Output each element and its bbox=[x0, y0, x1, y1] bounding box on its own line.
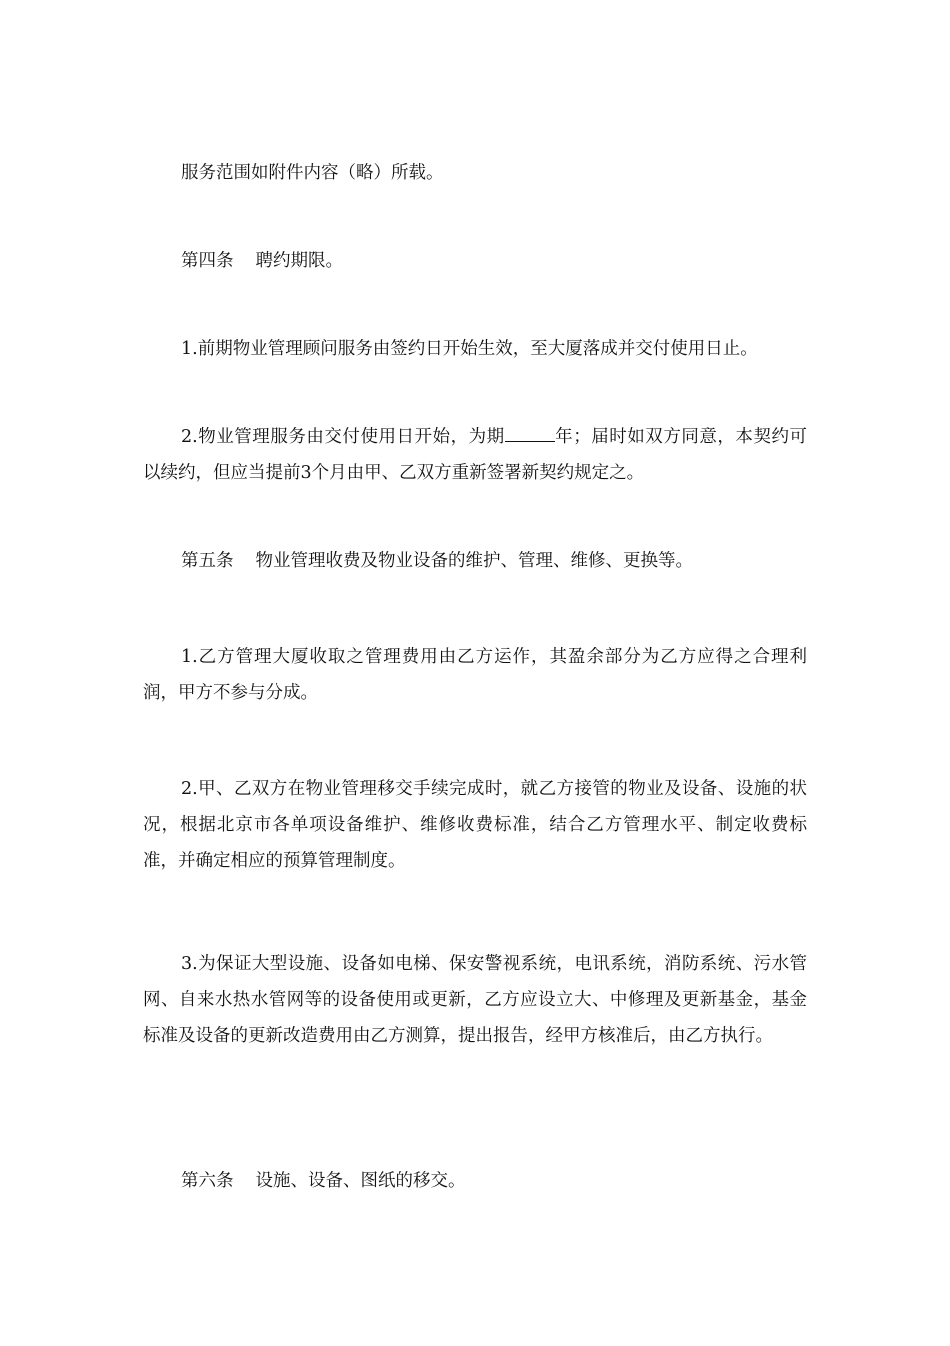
paragraph-text: 服务范围如附件内容（略）所载。 bbox=[181, 163, 444, 183]
paragraph-text-before-blank: 2.物业管理服务由交付使用日开始，为期 bbox=[181, 427, 505, 447]
article-title: 物业管理收费及物业设备的维护、管理、维修、更换等。 bbox=[255, 551, 693, 571]
fill-in-blank-years[interactable] bbox=[505, 425, 555, 442]
paragraph-4-1 bbox=[143, 331, 807, 367]
paragraph-text: 1.乙方管理大厦收取之管理费用由乙方运作，其盈余部分为乙方应得之合理利润，甲方不参与分成。 bbox=[143, 647, 807, 703]
paragraph-5-2 bbox=[143, 771, 807, 879]
article-number: 第六条 bbox=[181, 1171, 234, 1191]
article-title: 设施、设备、图纸的移交。 bbox=[255, 1171, 466, 1191]
paragraph-5-3 bbox=[143, 946, 807, 1054]
article-5-heading bbox=[143, 543, 807, 579]
paragraph-4-2 bbox=[143, 419, 807, 491]
article-title: 聘约期限。 bbox=[255, 251, 343, 271]
paragraph-text: 2.甲、乙双方在物业管理移交手续完成时，就乙方接管的物业及设备、设施的状况，根据北京市各单项设备维护、维修收费标准，结合乙方管理水平、制定收费标准，并确定相应的预算管理制度。 bbox=[143, 779, 807, 871]
article-number: 第四条 bbox=[181, 251, 234, 271]
paragraph-text: 3.为保证大型设施、设备如电梯、保安警视系统，电讯系统，消防系统、污水管网、自来水热水管网等的设备使用或更新，乙方应设立大、中修理及更新基金，基金标准及设备的更新改造费用由乙方测算，提出报告，经甲方核准后，由乙方执行。 bbox=[143, 954, 807, 1046]
article-4-heading bbox=[143, 243, 807, 279]
paragraph-text: 1.前期物业管理顾问服务由签约日开始生效，至大厦落成并交付使用日止。 bbox=[181, 339, 758, 359]
article-6-heading bbox=[143, 1163, 807, 1199]
paragraph-text-after-blank: 年；届时如双方同意，本契约可以续约，但应当提前3个月由甲、乙双方重新签署新契约规定之。 bbox=[143, 427, 808, 483]
article-number: 第五条 bbox=[181, 551, 234, 571]
paragraph-service-scope bbox=[143, 155, 807, 191]
paragraph-5-1 bbox=[143, 639, 807, 711]
